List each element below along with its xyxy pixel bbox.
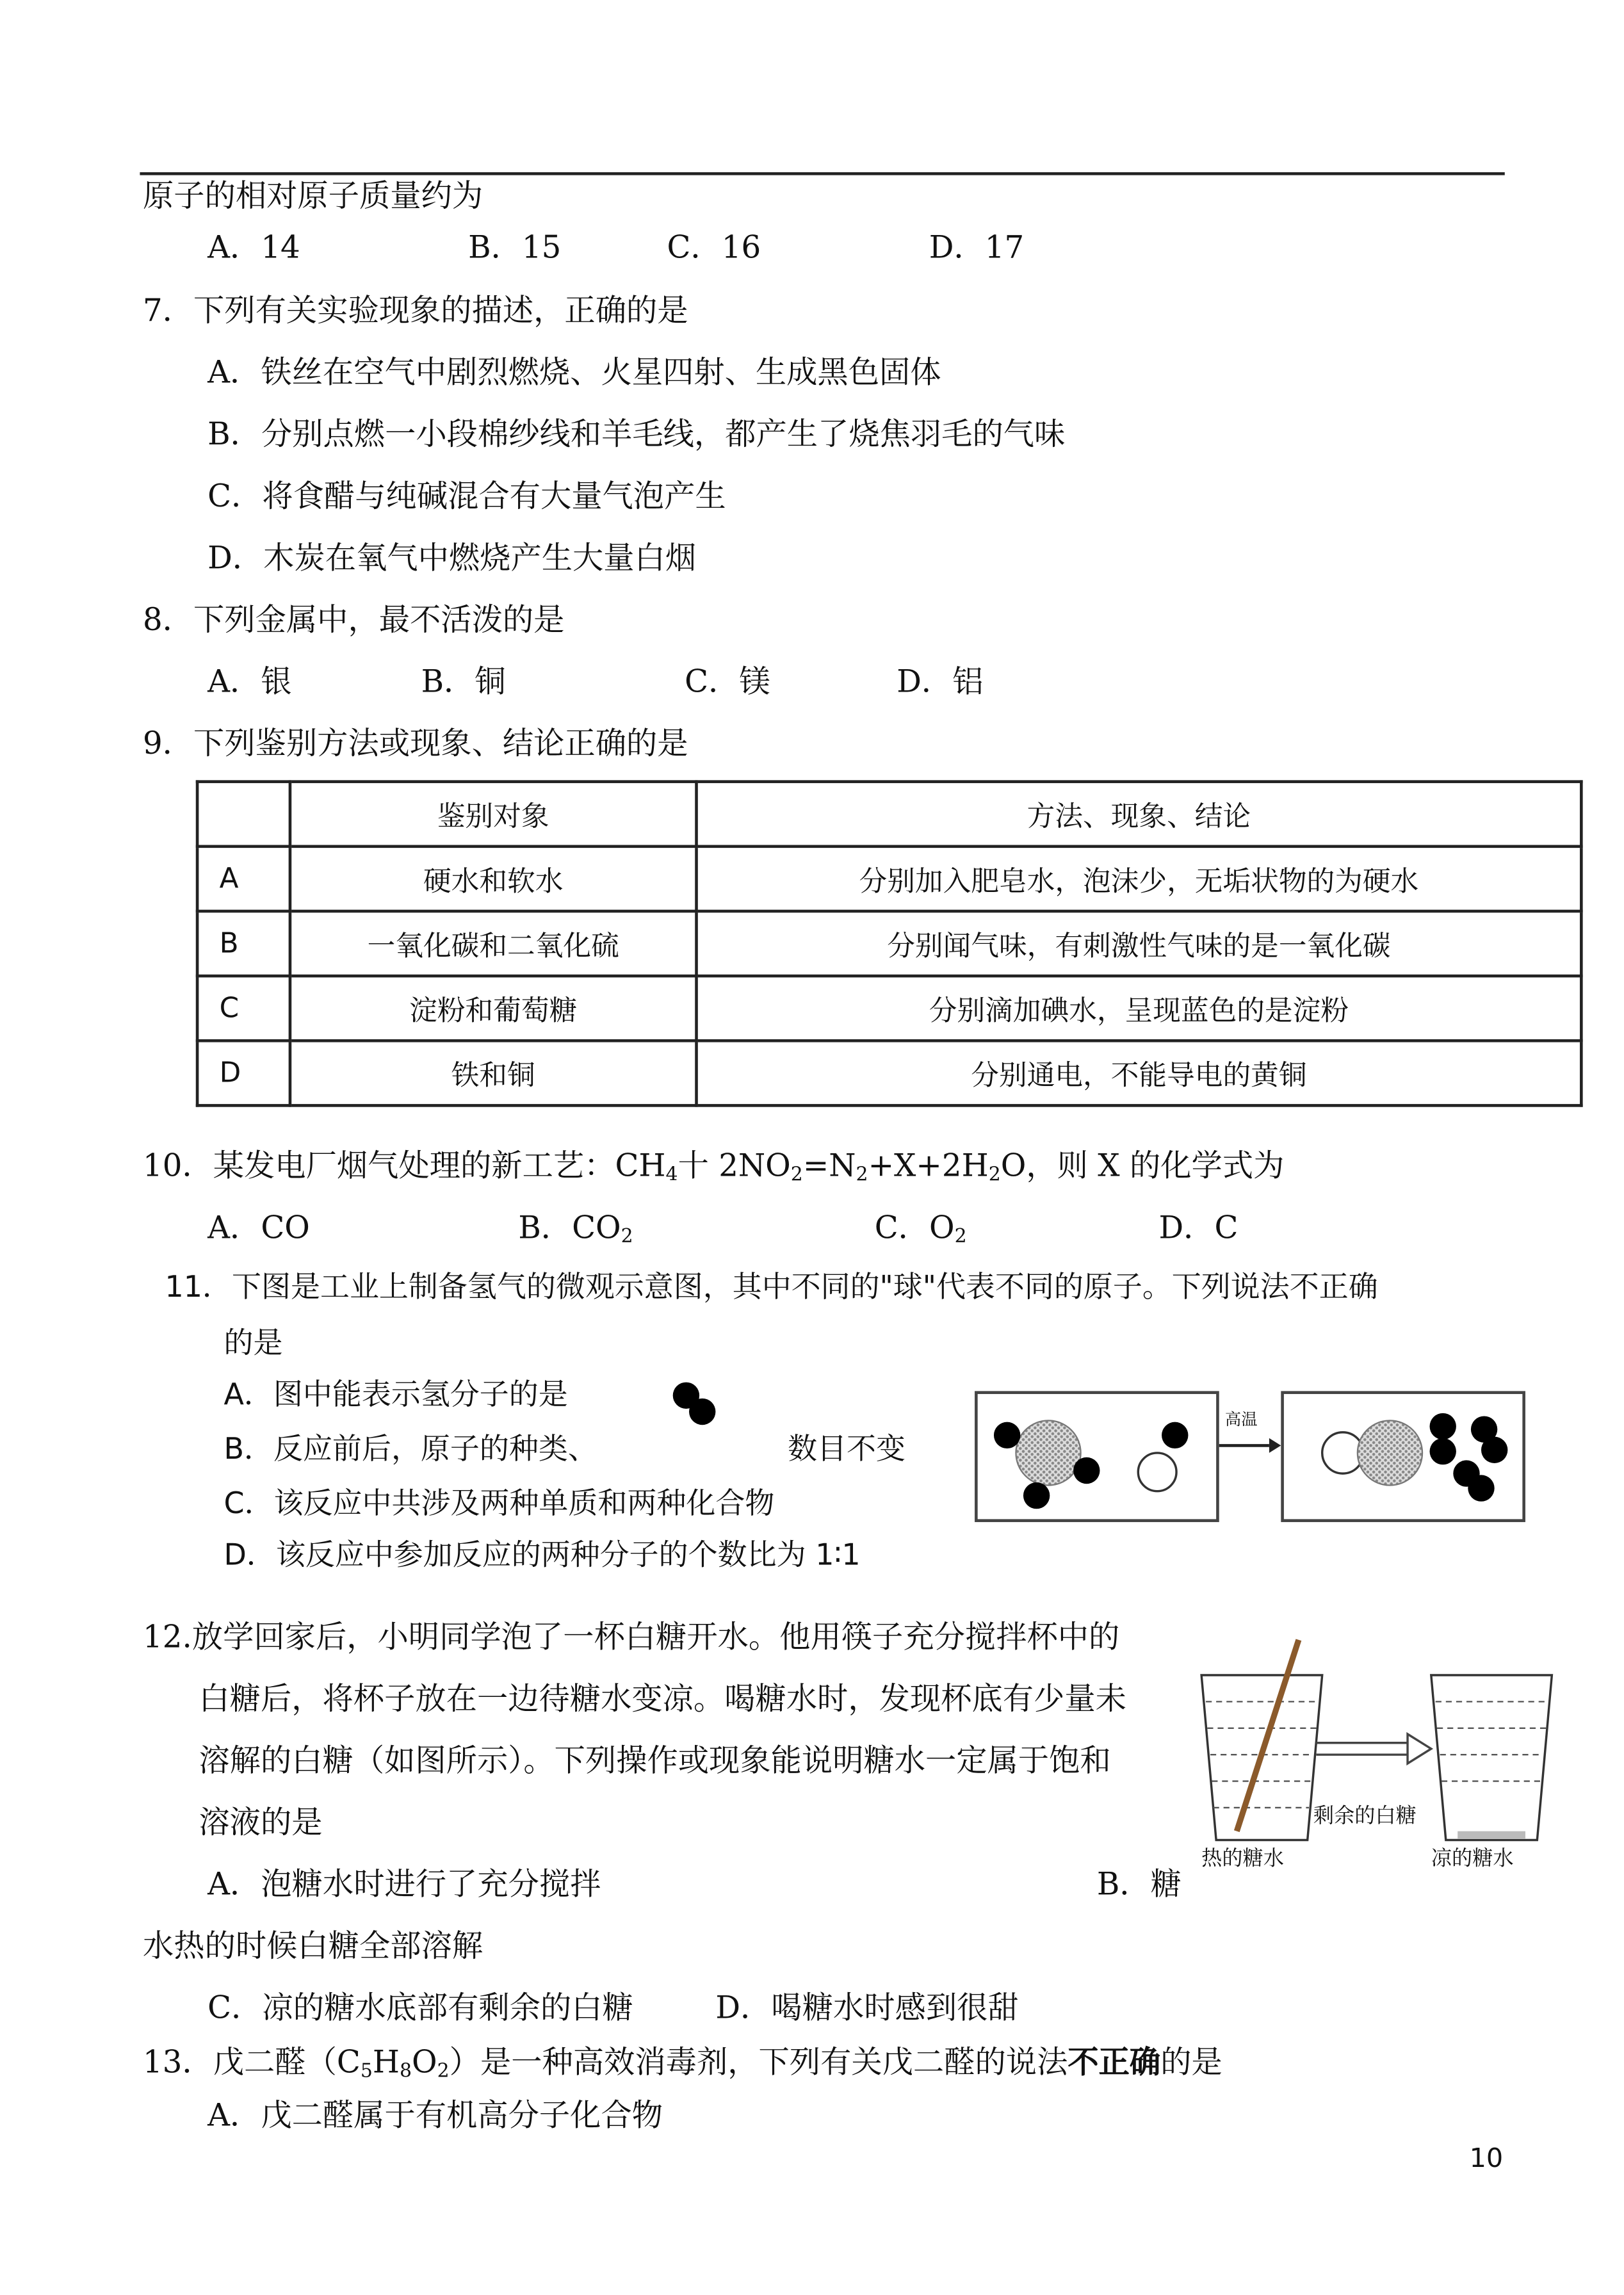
q10-stem <box>143 1148 1285 1187</box>
q13-stem-part: O <box>412 2045 437 2080</box>
q8-option-b: B．铜 <box>421 663 506 699</box>
table-cell: 分别滴加碘水，呈现蓝色的是淀粉 <box>697 976 1582 1041</box>
q8-option-c: C．镁 <box>685 663 770 699</box>
products-box <box>1281 1391 1525 1522</box>
q11-option-c: C．该反应中共涉及两种单质和两种化合物 <box>223 1485 775 1521</box>
table-header-row <box>197 782 1581 847</box>
q10-eq-part: 十 2NO <box>678 1148 791 1184</box>
cold-cup <box>1431 1675 1552 1840</box>
q6-text: 原子的相对原子质量约为 <box>143 178 483 214</box>
table-cell: A <box>197 847 290 911</box>
q12-option-a: A．泡糖水时进行了充分搅拌 <box>207 1866 601 1902</box>
table-cell: 硬水和软水 <box>290 847 697 911</box>
page-number: 10 <box>1469 2143 1504 2175</box>
q11-option-d: D．该反应中参加反应的两种分子的个数比为 1∶1 <box>223 1536 861 1573</box>
q13-stem <box>143 2043 1222 2083</box>
q7-option-a: A．铁丝在空气中剧烈燃烧、火星四射、生成黑色固体 <box>207 355 941 391</box>
q13-option-a: A．戊二醛属于有机高分子化合物 <box>207 2097 663 2133</box>
q12-stem-line3: 溶解的白糖（如图所示）。下列操作或现象能说明糖水一定属于饱和 <box>199 1742 1111 1778</box>
q12-stem-line2: 白糖后，将杯子放在一边待糖水变凉。喝糖水时，发现杯底有少量未 <box>199 1681 1126 1717</box>
q12-option-c: C．凉的糖水底部有剩余的白糖 <box>207 1990 633 2026</box>
table-cell: 分别闻气味，有刺激性气味的是一氧化碳 <box>697 911 1582 976</box>
table-header-cell: 方法、现象、结论 <box>697 782 1582 847</box>
transfer-arrow <box>1316 1734 1431 1764</box>
cold-sugar-water-label: 凉的糖水 <box>1431 1847 1514 1871</box>
table-cell: B <box>197 911 290 976</box>
table-cell: D <box>197 1041 290 1105</box>
q10-option-a: A．CO <box>207 1210 310 1245</box>
q10-option-b-subscript: 2 <box>621 1226 633 1249</box>
q7-option-d: D．木炭在氧气中燃烧产生大量白烟 <box>207 540 697 576</box>
reactant-molecules-diagram <box>978 1394 1216 1519</box>
q11-option-b-part1: B．反应前后，原子的种类、 <box>223 1431 597 1466</box>
hot-sugar-water-label: 热的糖水 <box>1201 1847 1284 1871</box>
table-cell: 铁和铜 <box>290 1041 697 1105</box>
q13-subscript: 5 <box>360 2061 373 2083</box>
reaction-condition-label: 高温 <box>1224 1410 1258 1430</box>
q7-option-b: B．分别点燃一小段棉纱线和羊毛线，都产生了烧焦羽毛的气味 <box>207 416 1066 452</box>
table-header-cell: 鉴别对象 <box>290 782 697 847</box>
q10-option-c-text: C．O <box>874 1210 955 1245</box>
q6-option-d: D．17 <box>929 229 1025 265</box>
q10-option-c <box>874 1210 967 1249</box>
q13-stem-part: 的是 <box>1160 2045 1222 2080</box>
q10-eq-subscript: 4 <box>665 1164 678 1187</box>
q6-option-c: C．16 <box>667 229 761 265</box>
table-row <box>197 911 1581 976</box>
table-row <box>197 1041 1581 1105</box>
q10-option-d: D．C <box>1158 1210 1238 1245</box>
q12-option-b-part2: 水热的时候白糖全部溶解 <box>143 1928 483 1964</box>
q13-emphasis: 不正确 <box>1068 2043 1161 2080</box>
q9-table <box>196 780 1583 1107</box>
q11-option-a: A．图中能表示氢分子的是 <box>223 1376 568 1412</box>
q8-stem: 8．下列金属中，最不活泼的是 <box>143 602 565 638</box>
q13-stem-part: ）是一种高效消毒剂，下列有关戊二醛的说法 <box>449 2045 1068 2080</box>
table-cell: 淀粉和葡萄糖 <box>290 976 697 1041</box>
q11-stem-line1: 11．下图是工业上制备氢气的微观示意图，其中不同的"球"代表不同的原子。下列说法不正确 <box>165 1269 1378 1304</box>
remaining-sugar-label: 剩余的白糖 <box>1313 1804 1417 1829</box>
table-cell: 一氧化碳和二氧化硫 <box>290 911 697 976</box>
q6-option-a: A．14 <box>207 229 300 265</box>
hydrogen-molecule-icon <box>665 1375 724 1431</box>
reactants-box <box>975 1391 1219 1522</box>
q10-option-b <box>518 1210 633 1249</box>
q8-option-d: D．铝 <box>897 663 984 699</box>
q10-option-b-text: B．CO <box>518 1210 621 1245</box>
q12-stem-line1: 12.放学回家后，小明同学泡了一杯白糖开水。他用筷子充分搅拌杯中的 <box>143 1619 1120 1655</box>
hot-cup <box>1201 1640 1322 1840</box>
q7-stem: 7．下列有关实验现象的描述，正确的是 <box>143 293 688 328</box>
q10-eq-part: +X+2H <box>868 1148 989 1184</box>
q7-option-c: C．将食醋与纯碱混合有大量气泡产生 <box>207 478 726 514</box>
q10-option-c-subscript: 2 <box>954 1226 967 1249</box>
q13-subscript: 8 <box>400 2061 412 2083</box>
table-header-cell <box>197 782 290 847</box>
q13-stem-part: 13．戊二醛（C <box>143 2045 361 2080</box>
q10-eq-part: O，则 X 的化学式为 <box>1000 1148 1285 1184</box>
q11-stem-line2: 的是 <box>223 1324 283 1361</box>
q11-option-b-part2: 数目不变 <box>788 1431 906 1466</box>
table-cell: 分别通电，不能导电的黄铜 <box>697 1041 1582 1105</box>
header-rule <box>140 172 1504 175</box>
q10-eq-subscript: 2 <box>988 1164 1001 1187</box>
table-cell: 分别加入肥皂水，泡沫少，无垢状物的为硬水 <box>697 847 1582 911</box>
q6-option-b: B．15 <box>468 229 562 265</box>
q10-eq-subscript: 2 <box>856 1164 868 1187</box>
table-cell: C <box>197 976 290 1041</box>
q10-eq-part: =N <box>802 1148 856 1184</box>
q12-option-b-part1: B．糖 <box>1096 1866 1181 1902</box>
q10-eq-part: CH <box>615 1148 666 1184</box>
q12-option-d: D．喝糖水时感到很甜 <box>715 1990 1019 2026</box>
q13-subscript: 2 <box>437 2061 450 2083</box>
q8-option-a: A．银 <box>207 663 292 699</box>
table-row <box>197 847 1581 911</box>
q13-stem-part: H <box>372 2045 400 2080</box>
q10-eq-subscript: 2 <box>790 1164 803 1187</box>
q12-stem-line4: 溶液的是 <box>199 1804 323 1840</box>
product-molecules-diagram <box>1284 1394 1522 1519</box>
q9-stem: 9．下列鉴别方法或现象、结论正确的是 <box>143 726 688 761</box>
table-row <box>197 976 1581 1041</box>
q10-stem-prefix: 10．某发电厂烟气处理的新工艺： <box>143 1148 615 1184</box>
